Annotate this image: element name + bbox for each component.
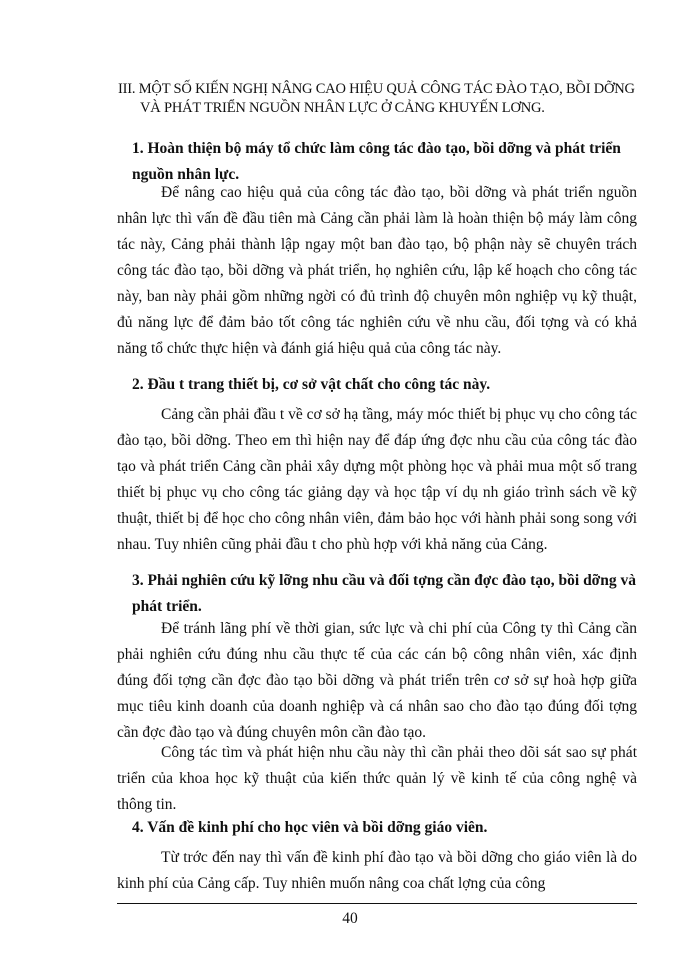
- chapter-heading-line-2: VÀ PHÁT TRIỂN NGUỒN NHÂN LỰC Ở CẢNG KHUYẾN LƠNG.: [140, 100, 545, 116]
- section-2-title: 2. Đầu t trang thiết bị, cơ sở vật chất cho công tác này.: [132, 376, 491, 393]
- section-2-paragraph: Cảng cần phải đầu t về cơ sở hạ tầng, máy móc thiết bị phục vụ cho công tác đào tạo, bồi dỡng. Theo em thì hiện nay để đáp ứng đợc nhu cầu của công tác đào tạo và phát triển Cảng cần phải xây dựng một phòng học và phải mua một số trang thiết bị phục vụ cho công tác giảng dạy và học tập ví dụ nh giáo trình sách về kỹ thuật, thiết bị để học cho công nhân viên, đảm bảo học với hành phải song song với nhau. Tuy nhiên cũng phải đầu t cho phù hợp với khả năng của Cảng.: [117, 406, 637, 553]
- section-1-title: 1. Hoàn thiện bộ máy tổ chức làm công tác đào tạo, bồi dỡng và phát triển nguồn nhân lực.: [132, 140, 621, 183]
- section-3-paragraph-2: Công tác tìm và phát hiện nhu cầu này thì cần phải theo dõi sát sao sự phát triển của khoa học kỹ thuật của kiến thức quản lý về kinh tế của công nghệ và thông tin.: [117, 744, 637, 813]
- chapter-heading-line-1: III. MỘT SỐ KIẾN NGHỊ NÂNG CAO HIỆU QUẢ CÔNG TÁC ĐÀO TẠO, BỒI DỠNG: [118, 81, 635, 97]
- page-number: 40: [342, 910, 358, 927]
- section-4-paragraph: Từ trớc đến nay thì vấn đề kinh phí đào tạo và bồi dỡng cho giáo viên là do kinh phí của Cảng cấp. Tuy nhiên muốn nâng coa chất lợng của công: [117, 849, 637, 892]
- chapter-heading: [118, 80, 638, 118]
- footer-rule: [117, 903, 637, 904]
- section-1-paragraph: Để nâng cao hiệu quả của công tác đào tạo, bồi dỡng và phát triển nguồn nhân lực thì vấn đề đầu tiên mà Cảng cần phải làm là hoàn thiện bộ máy làm công tác này, Cảng phải thành lập ngay một ban đào tạo, bộ phận này sẽ chuyên trách công tác đào tạo, bồi dỡng và phát triển, họ nghiên cứu, lập kế hoạch cho công tác này, ban này phải gồm những ngời có đủ trình độ chuyên môn nghiệp vụ kỹ thuật, đủ năng lực để đảm bảo tốt công tác nghiên cứu về nhu cầu, đối tợng và có khả năng tổ chức thực hiện và đánh giá hiệu quả của công tác này.: [117, 184, 637, 357]
- section-4-title: 4. Vấn đề kinh phí cho học viên và bồi dỡng giáo viên.: [132, 819, 488, 836]
- section-3-title: 3. Phải nghiên cứu kỹ lỡng nhu cầu và đối tợng cần đợc đào tạo, bồi dỡng và phát triển.: [132, 572, 637, 615]
- section-3-paragraph-1: Để tránh lãng phí về thời gian, sức lực và chi phí của Công ty thì Cảng cần phải nghiên cứu đúng nhu cầu thực tế của các cán bộ công nhân viên, xác định đúng đối tợng cần đợc đào tạo bồi dỡng và phát triển trên cơ sở sự hoà hợp giữa mục tiêu kinh doanh của doanh nghiệp và cá nhân sao cho đào tạo đúng đối tợng cần đợc đào tạo và đúng chuyên môn cần đào tạo.: [117, 620, 637, 741]
